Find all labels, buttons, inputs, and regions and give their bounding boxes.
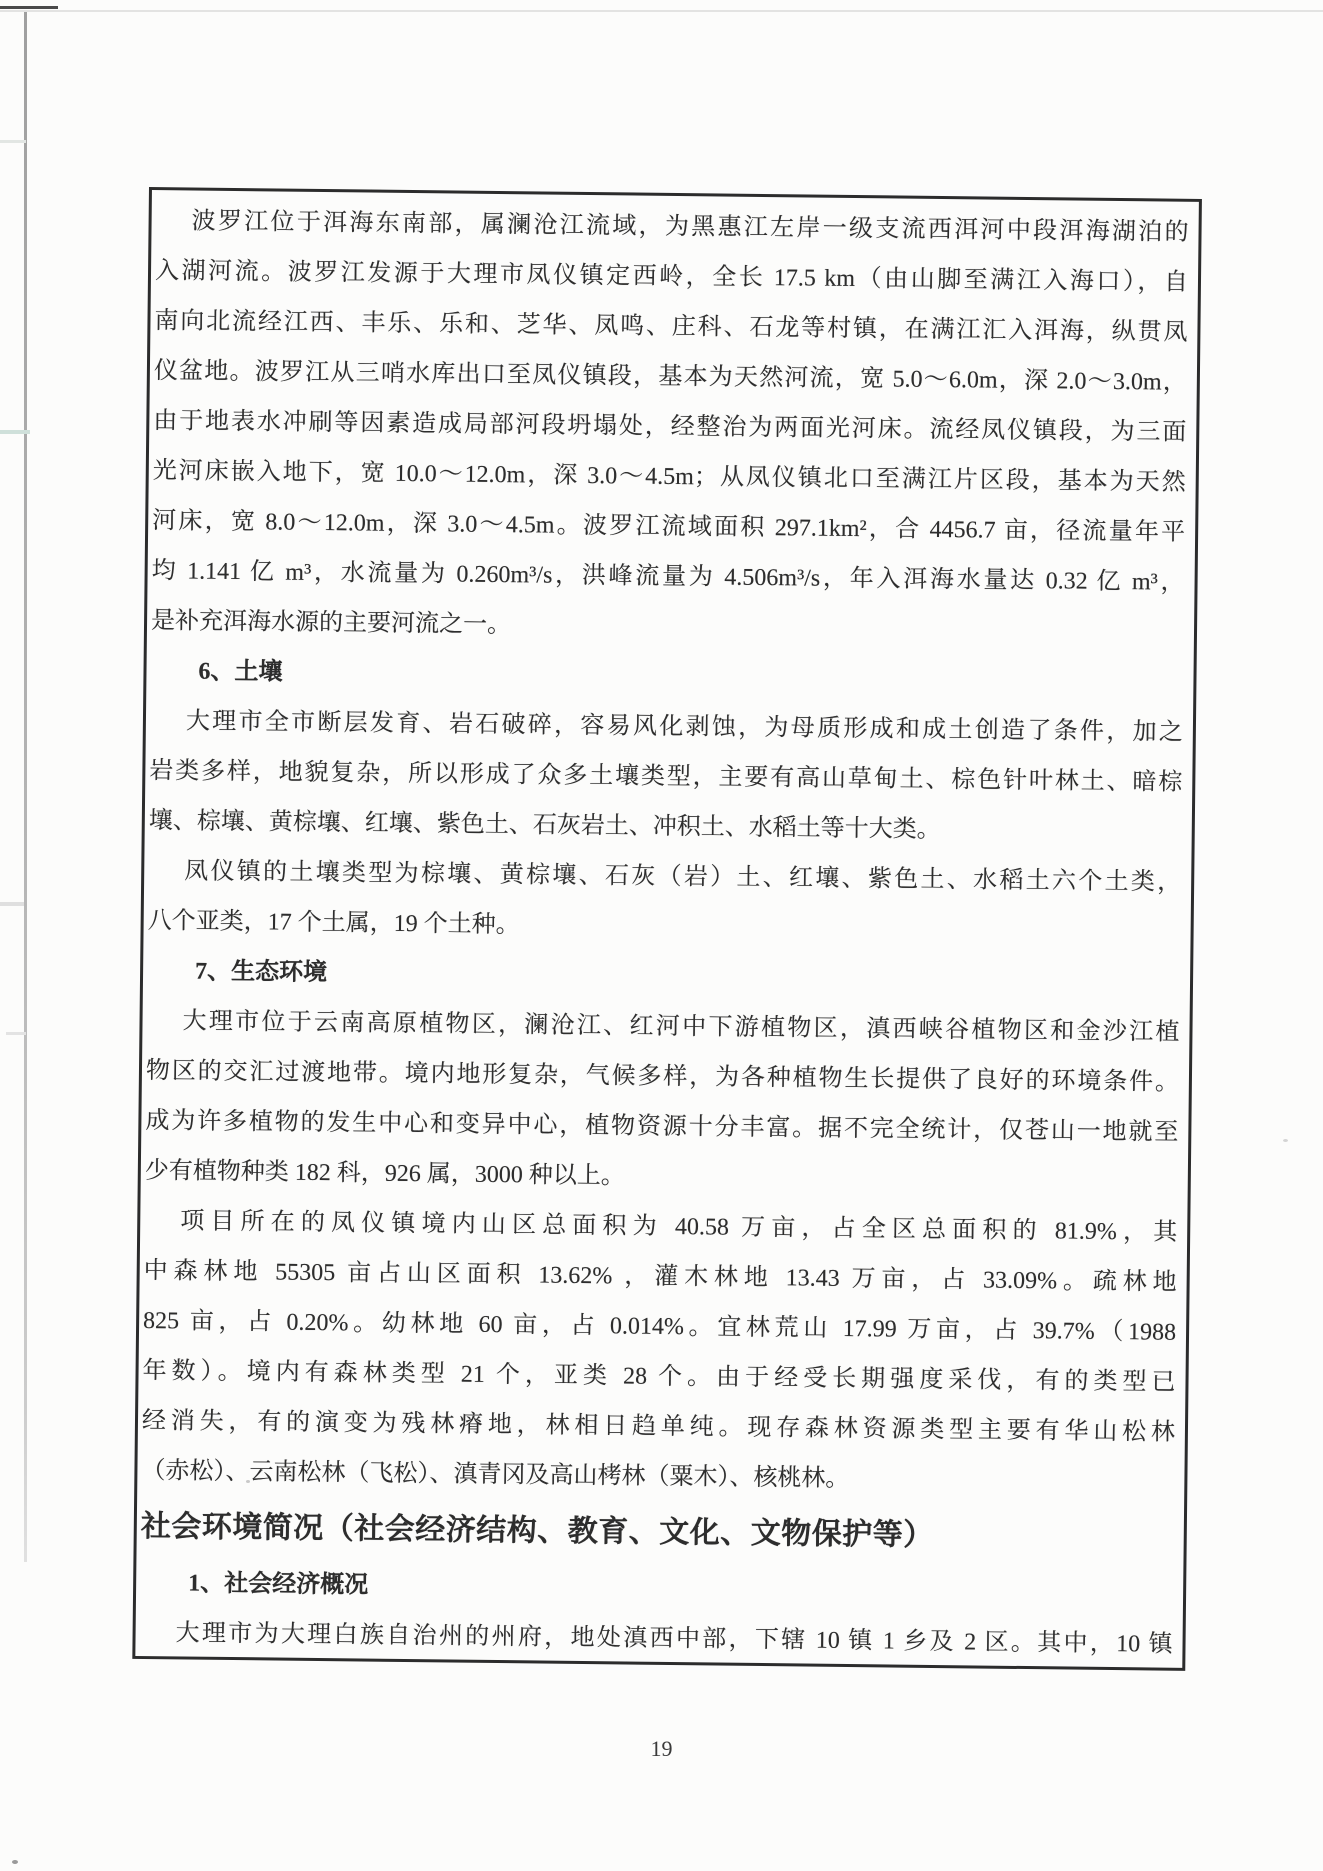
text-line: 是补充洱海水源的主要河流之一。: [150, 608, 512, 639]
text-line: 中森林地 55305 亩占山区面积 13.62% ，灌木林地 13.43 万亩，占 33.09%。疏林地: [143, 1258, 1177, 1296]
paragraph: [147, 846, 1181, 958]
document-text: [139, 196, 1189, 1670]
text-line: 大理市为大理白族自治州的州府，地处滇西中部，下辖 10 镇 1 乡及 2 区。其中，10 镇: [175, 1620, 1173, 1658]
numbered-section-heading: 1、社会经济概况: [188, 1570, 369, 1599]
text-line: 均 1.141 亿 m³，水流量为 0.260m³/s，洪峰流量为 4.506m³/s，年入洱海水量达 0.32 亿 m³，: [151, 558, 1185, 596]
scan-artifact-smudge: [6, 1032, 26, 1035]
text-line: 岩类多样，地貌复杂，所以形成了众多土壤类型，主要有高山草甸土、棕色针叶林土、暗棕: [149, 758, 1183, 796]
scan-artifact-speck: [1283, 1139, 1288, 1142]
paragraph: [145, 996, 1180, 1208]
paragraph: [149, 696, 1184, 858]
major-section-heading: 社会环境简况（社会经济结构、教育、文化、文物保护等）: [140, 1509, 934, 1552]
scan-artifact-left-line: [24, 12, 27, 1562]
text-line: 入湖河流。波罗江发源于大理市凤仪镇定西岭，全长 17.5 km（由山脚至满江入海口），自: [154, 258, 1189, 296]
text-line: 仪盆地。波罗江从三哨水库出口至凤仪镇段，基本为天然河流，宽 5.0～6.0m，深 2.0～3.0m，: [153, 358, 1187, 396]
numbered-section-heading: 7、生态环境: [194, 958, 328, 987]
text-line: 河床，宽 8.0～12.0m，深 3.0～4.5m。波罗江流域面积 297.1km²，合 4456.7 亩，径流量年平: [152, 508, 1186, 546]
page-number: 19: [650, 1736, 673, 1761]
scan-artifact-smudge: [0, 140, 26, 143]
text-line: 成为许多植物的发生中心和变异中心，植物资源十分丰富。据不完全统计，仅苍山一地就至: [145, 1108, 1179, 1146]
scan-artifact-speck: [12, 1860, 18, 1864]
paragraph: [141, 1196, 1177, 1508]
paragraph: [139, 1608, 1173, 1670]
text-line: 壤、棕壤、黄棕壤、红壤、紫色土、石灰岩土、冲积土、水稻土等十大类。: [148, 808, 941, 844]
text-line: 年数）。境内有森林类型 21 个，亚类 28 个。由于经受长期强度采伐，有的类型已: [142, 1358, 1176, 1396]
text-line: 大理市全市断层发育、岩石破碎，容易风化剥蚀，为母质形成和成土创造了条件，加之: [185, 708, 1184, 746]
numbered-section-heading: 6、土壤: [198, 658, 283, 686]
text-line: （赤松）、云南松林（飞松）、滇青冈及高山栲林（粟木）、核桃林。: [141, 1457, 850, 1493]
text-line: 由于地表水冲刷等因素造成局部河段坍塌处，经整治为两面光河床。流经凤仪镇段，为三面: [153, 408, 1187, 446]
scan-artifact-top-edge: [0, 10, 1323, 12]
scan-artifact-smudge: [0, 902, 24, 906]
text-line: 少有植物种类 182 科，926 属，3000 种以上。: [144, 1158, 625, 1190]
paragraph: [151, 196, 1189, 658]
text-line: 八个亚类，17 个土属，19 个土种。: [147, 908, 520, 939]
text-line: 光河床嵌入地下，宽 10.0～12.0m，深 3.0～4.5m；从凤仪镇北口至满江片区段，基本为天然: [152, 458, 1186, 496]
text-line: 南向北流经江西、丰乐、乐和、芝华、凤鸣、庄科、石龙等村镇，在满江汇入洱海，纵贯凤: [154, 308, 1188, 346]
text-line: 经消失，有的演变为残林瘠地，林相日趋单纯。现存森林资源类型主要有华山松林: [141, 1408, 1176, 1446]
scan-artifact-smudge: [0, 430, 30, 434]
text-line: 物区的交汇过渡地带。境内地形复杂，气候多样，为各种植物生长提供了良好的环境条件。: [145, 1058, 1180, 1096]
text-line: 项目所在的凤仪镇境内山区总面积为 40.58 万亩，占全区总面积的 81.9%，其: [180, 1208, 1178, 1246]
document-content-box: [132, 187, 1202, 1671]
scan-artifact-top-edge-dark: [0, 6, 58, 9]
text-line: 波罗江位于洱海东南部，属澜沧江流域，为黑惠江左岸一级支流西洱河中段洱海湖泊的: [191, 208, 1189, 246]
text-line: 825 亩，占 0.20%。幼林地 60 亩，占 0.014%。宜林荒山 17.99 万亩，占 39.7%（1988: [142, 1308, 1177, 1346]
text-line: 凤仪镇的土壤类型为棕壤、黄棕壤、石灰（岩）土、红壤、紫色土、水稻土六个土类，: [184, 858, 1182, 896]
text-line: 大理市位于云南高原植物区，澜沧江、红河中下游植物区，滇西峡谷植物区和金沙江植: [182, 1008, 1180, 1046]
